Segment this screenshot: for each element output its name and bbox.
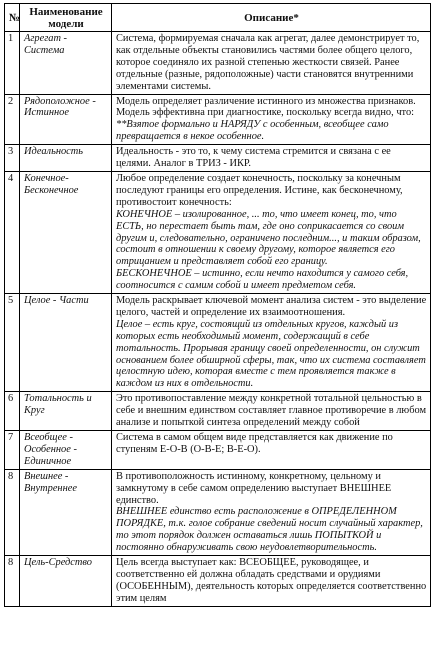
row-number: 8	[5, 556, 20, 607]
description-text: Это противопоставление между конкретной тотальной цельностью в себе и внешним единством составляет главное противоречие в любом анализе и попыткой синтеза определений между собой	[116, 393, 427, 429]
description-text: Любое определение создает конечность, поскольку за конечным последуют границы его определения. Истине, как бесконечному, противостоит конечность:	[116, 172, 403, 208]
table-row	[5, 469, 431, 555]
model-name: Конечное-Бесконечное	[20, 171, 112, 293]
table-row	[5, 294, 431, 392]
model-name: Внешнее - Внутреннее	[20, 469, 112, 555]
row-number: 7	[5, 431, 20, 470]
header-number: №	[5, 4, 20, 32]
row-number: 6	[5, 392, 20, 431]
description-text: Модель определяет различение истинного из множества признаков. Модель эффективна при диагностике, поскольку всегда видно, что:	[116, 95, 416, 119]
table-row	[5, 556, 431, 607]
row-number: 8	[5, 469, 20, 555]
quote-text: Целое – есть круг, состоящий из отдельных кругов, каждый из которых есть необходимый момент, содержащий в себе тотальность. Прорывая границу своей определенности, он служит основанием более обширной сферы, так, что их система составляет целостную идею, которая вместе с тем проявляется также в каждом из них в отдельности.	[116, 318, 426, 390]
model-name: Агрегат - Система	[20, 32, 112, 95]
quote-text: БЕСКОНЕЧНОЕ – истинно, если нечто находится у самого себя, соотносится с самим собой и имеет предметом себя.	[116, 268, 409, 292]
model-description	[112, 171, 431, 293]
model-name: Цель-Средство	[20, 556, 112, 607]
row-number: 5	[5, 294, 20, 392]
table-body	[5, 32, 431, 607]
table-header-row	[5, 4, 431, 32]
description-text: Цель всегда выступает как: ВСЕОБЩЕЕ, руководящее, и соответственно ей должна обладать средствами и орудиями (ОСОБЕННЫМ), деятельность которых определяется соответственно этим целям	[116, 557, 427, 604]
table-row	[5, 431, 431, 470]
table-row	[5, 145, 431, 172]
model-description	[112, 294, 431, 392]
model-name: Рядоположное - Истинное	[20, 94, 112, 145]
models-table	[4, 3, 431, 607]
model-description	[112, 392, 431, 431]
model-name: Целое - Части	[20, 294, 112, 392]
model-description	[112, 431, 431, 470]
row-number: 2	[5, 94, 20, 145]
row-number: 3	[5, 145, 20, 172]
quote-text: ВНЕШНЕЕ единство есть расположение в ОПРЕДЕЛЕННОМ ПОРЯДКЕ, т.к. голое собрание сведений носит случайный характер, то этот порядок должен оставаться лишь ПОПЫТКОЙ и постоянно обнаруживать свою неудовлетворительность.	[116, 506, 423, 554]
quote-text: **Взятое формально и НАРЯДУ с особенным, всеобщее само превращается в некое особенное.	[116, 119, 389, 143]
description-text: Система, формируемая сначала как агрегат, далее демонстрирует то, как отдельные объекты становились частями более общего целого, которое соединяло их разной степенью жесткости связей. Ранее отдельные (разные, рядоположные) части становятся внутренними элементами системы.	[116, 33, 420, 92]
description-text: Идеальность - это то, к чему система стремится и связана с ее целями. Аналог в ТРИЗ - ИКР.	[116, 146, 391, 170]
description-text: В противоположность истинному, конкретному, цельному и замкнутому в себе самом определению выступает ВНЕШНЕЕ единство.	[116, 470, 392, 506]
description-text: Модель раскрывает ключевой момент анализа систем - это выделение целого, частей и определение их взаимоотношения.	[116, 295, 427, 318]
model-name: Тотальность и Круг	[20, 392, 112, 431]
model-name: Всеобщее - Особенное - Единичное	[20, 431, 112, 470]
quote-text: КОНЕЧНОЕ – изолированное, ... то, что имеет конец, то, что ЕСТЬ, но перестает быть там, где оно соприкасается со своим другим и, следовательно, ограничено последним..., и таким образом, состоит в отношении к своему другому, которое является его отрицанием и представляет собой его границу.	[116, 208, 421, 268]
table-row	[5, 171, 431, 293]
model-description	[112, 94, 431, 145]
model-description	[112, 469, 431, 555]
table-row	[5, 392, 431, 431]
header-description: Описание*	[112, 4, 431, 32]
model-description	[112, 145, 431, 172]
table-row	[5, 94, 431, 145]
header-model-name: Наименование модели	[20, 4, 112, 32]
table-row	[5, 32, 431, 95]
model-description	[112, 556, 431, 607]
description-text: Система в самом общем виде представляется как движение по ступеням Е-О-В (О-В-Е; В-Е-О).	[116, 432, 393, 455]
row-number: 1	[5, 32, 20, 95]
row-number: 4	[5, 171, 20, 293]
model-name: Идеальность	[20, 145, 112, 172]
model-description	[112, 32, 431, 95]
